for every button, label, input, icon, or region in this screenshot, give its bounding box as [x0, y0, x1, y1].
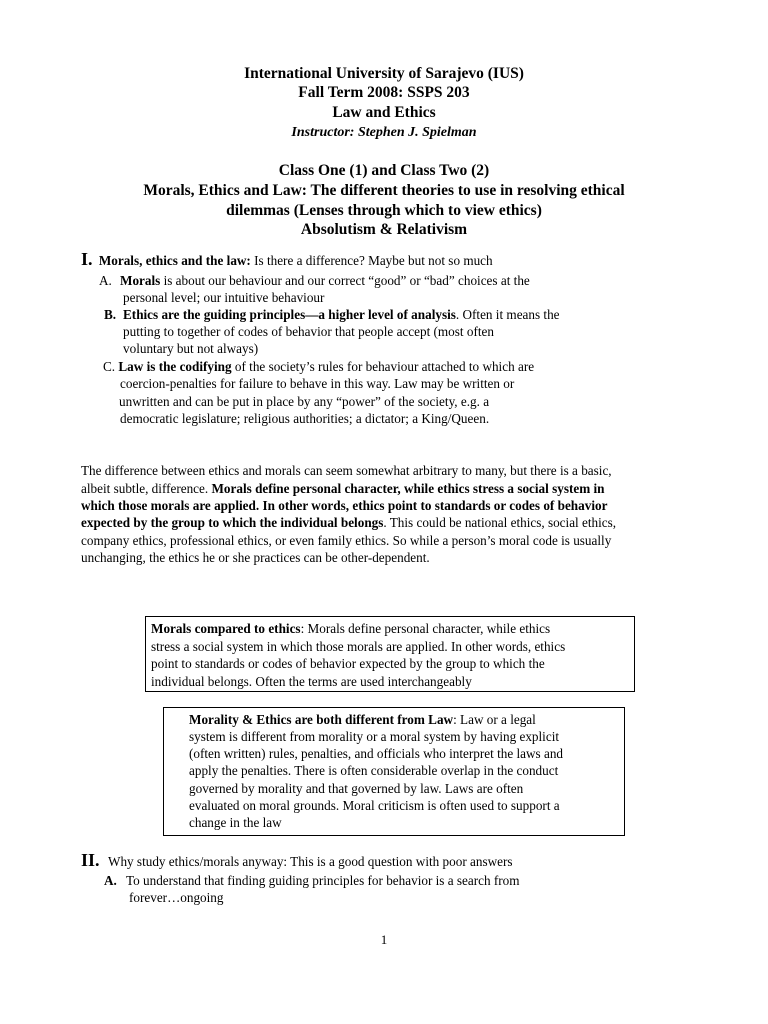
item-1c-line2: coercion-penalties for failure to behave in this way. Law may be written or	[120, 376, 515, 391]
box2-line5: governed by morality and that governed by law. Laws are often	[189, 781, 524, 796]
box2-line6: evaluated on moral grounds. Moral criticism is often used to support a	[189, 798, 560, 813]
item-1c-line3: unwritten and can be put in place by any “power” of the society, e.g. a	[119, 394, 490, 409]
section-1-title: Morals, ethics and the law:	[98, 253, 251, 268]
item-1a-line2: personal level; our intuitive behaviour	[123, 290, 325, 305]
item-1c-term: Law is the codifying	[118, 359, 232, 374]
paragraph-line2	[81, 480, 605, 497]
item-1a-text: is about our behaviour and our correct “good” or “bad” choices at the	[160, 273, 530, 288]
item-1c-line1	[103, 358, 534, 375]
item-1b-line3: voluntary but not always)	[123, 341, 259, 356]
paragraph-line4-plain: . This could be national ethics, social ethics,	[383, 515, 617, 530]
item-1c-line4: democratic legislature; religious authorities; a dictator; a King/Queen.	[120, 411, 490, 426]
box2-line3: (often written) rules, penalties, and officials who interpret the laws and	[189, 746, 564, 761]
university-title: International University of Sarajevo (IUS)	[244, 65, 524, 82]
item-2a-text: To understand that finding guiding principles for behavior is a search from	[126, 873, 520, 888]
section-1-heading	[81, 251, 493, 269]
box2-heading: Morality & Ethics are both different from Law	[189, 712, 454, 727]
item-1a-term: Morals	[120, 273, 161, 288]
course-title: Law and Ethics	[332, 104, 436, 121]
box1-line3: point to standards or codes of behavior expected by the group to which the	[151, 656, 545, 671]
box1-line1-rest: : Morals define personal character, while ethics	[300, 621, 551, 636]
classes-heading: Class One (1) and Class Two (2)	[278, 162, 490, 179]
section-1-numeral: I.	[81, 249, 93, 269]
item-2a-line2: forever…ongoing	[129, 890, 224, 905]
section-2-title: Why study ethics/morals anyway: This is a good question with poor answers	[108, 854, 513, 869]
item-1b-text: . Often it means the	[455, 307, 560, 322]
section-2-numeral: II.	[81, 850, 100, 870]
paragraph-line4-bold: expected by the group to which the individual belongs	[81, 515, 384, 530]
box2-line7: change in the law	[189, 815, 282, 830]
item-1b-term: Ethics are the guiding principles—a higher level of analysis	[123, 307, 456, 322]
topic-heading-line1: Morals, Ethics and Law: The different theories to use in resolving ethical	[143, 182, 625, 199]
item-1b-line2: putting to together of codes of behavior that people accept (most often	[123, 324, 494, 339]
section-1-title-rest: Is there a difference? Maybe but not so much	[250, 253, 493, 268]
item-1c-letter: C	[103, 359, 112, 374]
topic-heading-line2: dilemmas (Lenses through which to view ethics)	[226, 202, 542, 219]
paragraph-line6: unchanging, the ethics he or she practices can be other-dependent.	[81, 550, 430, 565]
box2-line4: apply the penalties. There is often considerable overlap in the conduct	[189, 763, 559, 778]
item-1b-letter: B.	[104, 307, 117, 322]
page-number: 1	[380, 932, 388, 947]
section-2-heading	[81, 852, 513, 870]
item-1c-text: of the society’s rules for behaviour attached to which are	[231, 359, 535, 374]
box2-line1	[189, 711, 536, 728]
paragraph-line2-plain: albeit subtle, difference.	[81, 481, 212, 496]
box1-line4: individual belongs. Often the terms are used interchangeably	[151, 674, 472, 689]
paragraph-line5: company ethics, professional ethics, or even family ethics. So while a person’s moral code is usually	[81, 533, 612, 548]
item-2a-line1	[104, 872, 520, 889]
term-title: Fall Term 2008: SSPS 203	[298, 84, 470, 101]
box1-line1	[151, 620, 550, 637]
topic-heading-line3: Absolutism & Relativism	[300, 221, 468, 238]
item-1c-dot: .	[111, 359, 119, 374]
item-1a-line1	[99, 272, 530, 289]
paragraph-line4	[81, 514, 616, 531]
item-1a-letter: A.	[99, 273, 112, 288]
paragraph-line3: which those morals are applied. In other words, ethics point to standards or codes of behavior	[81, 498, 608, 513]
box1-heading: Morals compared to ethics	[151, 621, 301, 636]
instructor-line: Instructor: Stephen J. Spielman	[291, 125, 477, 140]
box1-line2: stress a social system in which those morals are applied. In other words, ethics	[151, 639, 566, 654]
item-1b-line1	[104, 306, 560, 323]
item-2a-letter: A.	[104, 873, 117, 888]
paragraph-line1: The difference between ethics and morals can seem somewhat arbitrary to many, but there is a basic,	[81, 463, 612, 478]
box2-line2: system is different from morality or a moral system by having explicit	[189, 729, 560, 744]
paragraph-line2-bold: Morals define personal character, while ethics stress a social system in	[211, 481, 605, 496]
box2-line1-rest: : Law or a legal	[453, 712, 536, 727]
